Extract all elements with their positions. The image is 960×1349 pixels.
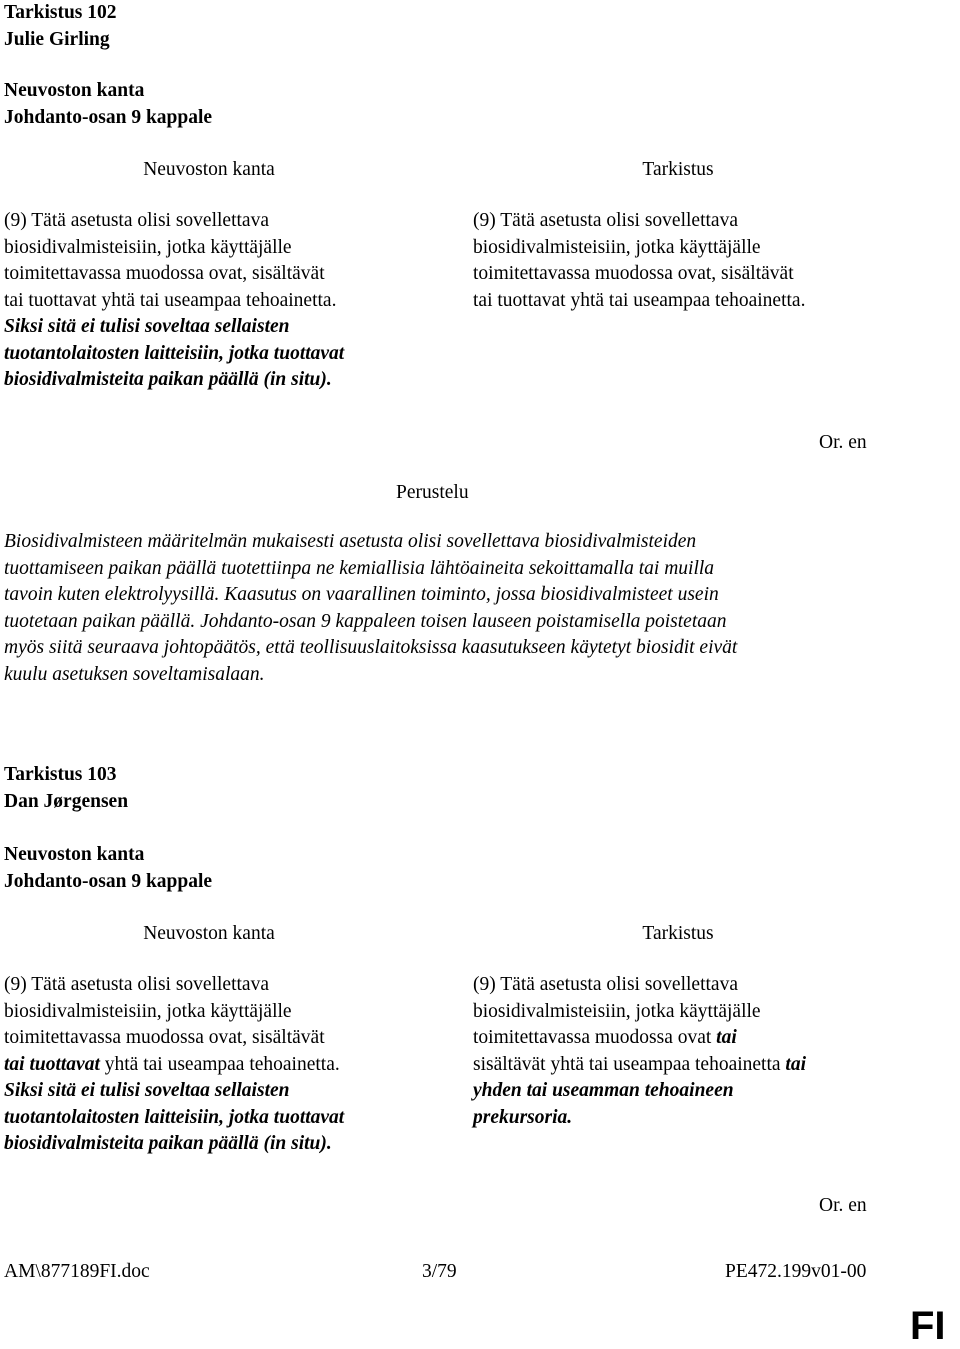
amendment-102-header <box>4 0 117 53</box>
text-line <box>4 1052 414 1079</box>
inserted-text-line: yhden tai useamman tehoaineen <box>473 1080 734 1101</box>
inserted-text: tai <box>716 1027 737 1048</box>
text-line: toimitettavassa muodossa ovat, sisältävät <box>4 1027 325 1048</box>
text-line: biosidivalmisteisiin, jotka käyttäjälle <box>473 236 761 258</box>
amendment-number: Tarkistus 102 <box>4 2 117 23</box>
original-language: Or. en <box>819 1195 867 1216</box>
text-line: (9) Tätä asetusta olisi sovellettava <box>4 974 269 995</box>
text: yhtä tai useampaa tehoainetta. <box>99 1053 340 1075</box>
text-line: tai tuottavat yhtä tai useampaa tehoainetta. <box>4 289 337 311</box>
amendment-author: Julie Girling <box>4 28 110 50</box>
text: sisältävät yhtä tai useampaa tehoainetta <box>473 1053 786 1075</box>
amendment-text <box>473 208 883 314</box>
column-header-amendment: Tarkistus <box>642 923 714 944</box>
text-line: (9) Tätä asetusta olisi sovellettava <box>473 210 738 231</box>
text-line: kuulu asetuksen soveltamisalaan. <box>4 663 265 685</box>
text-line: (9) Tätä asetusta olisi sovellettava <box>4 210 269 231</box>
text-line <box>473 1025 883 1052</box>
text-line: biosidivalmisteisiin, jotka käyttäjälle <box>4 236 292 258</box>
deleted-text-line: tuotantolaitosten laitteisiin, jotka tuottavat <box>4 342 345 364</box>
text-line: biosidivalmisteisiin, jotka käyttäjälle <box>4 1000 292 1022</box>
column-header-council: Neuvoston kanta <box>143 923 275 944</box>
text-line: myös siitä seuraava johtopäätös, että teollisuuslaitoksissa kaasutukseen käytetyt biosidit eivät <box>4 637 738 658</box>
amendment-103-position <box>4 842 212 895</box>
footer-pe-ref: PE472.199v01-00 <box>725 1261 867 1282</box>
amendment-102-position <box>4 78 212 131</box>
original-language: Or. en <box>819 432 867 453</box>
deleted-text-line: Siksi sitä ei tulisi soveltaa sellaisten <box>4 1080 290 1101</box>
justification-title: Perustelu <box>396 482 469 503</box>
text: toimitettavassa muodossa ovat <box>473 1027 717 1048</box>
inserted-text: tai <box>785 1053 807 1075</box>
deleted-text-line: biosidivalmisteita paikan päällä (in situ). <box>4 369 332 390</box>
text-line: tuotetaan paikan päällä. Johdanto-osan 9 kappaleen toisen lauseen poistamisella poistetaan <box>4 610 727 632</box>
council-text <box>4 208 414 394</box>
council-text <box>4 972 414 1158</box>
amendment-author: Dan Jørgensen <box>4 790 129 812</box>
deleted-text-line: tuotantolaitosten laitteisiin, jotka tuottavat <box>4 1106 345 1128</box>
section-label: Johdanto-osan 9 kappale <box>4 106 213 128</box>
amendment-number: Tarkistus 103 <box>4 764 117 785</box>
section-label: Johdanto-osan 9 kappale <box>4 870 213 892</box>
footer-doc-ref: AM\877189FI.doc <box>4 1261 150 1282</box>
amendment-103-header <box>4 762 128 815</box>
justification-text <box>4 529 737 688</box>
column-header-council: Neuvoston kanta <box>143 159 275 180</box>
text-line: (9) Tätä asetusta olisi sovellettava <box>473 974 738 995</box>
deleted-text-line: Siksi sitä ei tulisi soveltaa sellaisten <box>4 316 290 337</box>
text-line: toimitettavassa muodossa ovat, sisältävät <box>4 263 325 284</box>
column-header-amendment: Tarkistus <box>642 159 714 180</box>
text-line: tai tuottavat yhtä tai useampaa tehoainetta. <box>473 289 806 311</box>
position-label: Neuvoston kanta <box>4 844 145 865</box>
inserted-text-line: prekursoria. <box>473 1106 573 1128</box>
text-line: tavoin kuten elektrolyysillä. Kaasutus on vaarallinen toiminto, jossa biosidivalmisteet usein <box>4 584 719 605</box>
position-label: Neuvoston kanta <box>4 80 145 101</box>
text-line: tuottamiseen paikan päällä tuotettiinpa ne kemiallisia lähtöaineita sekoittamalla tai muilla <box>4 557 715 579</box>
text-line: toimitettavassa muodossa ovat, sisältävät <box>473 263 794 284</box>
deleted-text-line: biosidivalmisteita paikan päällä (in situ). <box>4 1133 332 1154</box>
deleted-text: tai tuottavat <box>4 1053 100 1075</box>
amendment-text <box>473 972 883 1131</box>
text-line: biosidivalmisteisiin, jotka käyttäjälle <box>473 1000 761 1022</box>
footer-page-number: 3/79 <box>422 1261 457 1282</box>
text-line <box>473 1052 883 1079</box>
footer-language: FI <box>910 1304 946 1348</box>
text-line: Biosidivalmisteen määritelmän mukaisesti asetusta olisi sovellettava biosidivalmisteiden <box>4 531 697 552</box>
